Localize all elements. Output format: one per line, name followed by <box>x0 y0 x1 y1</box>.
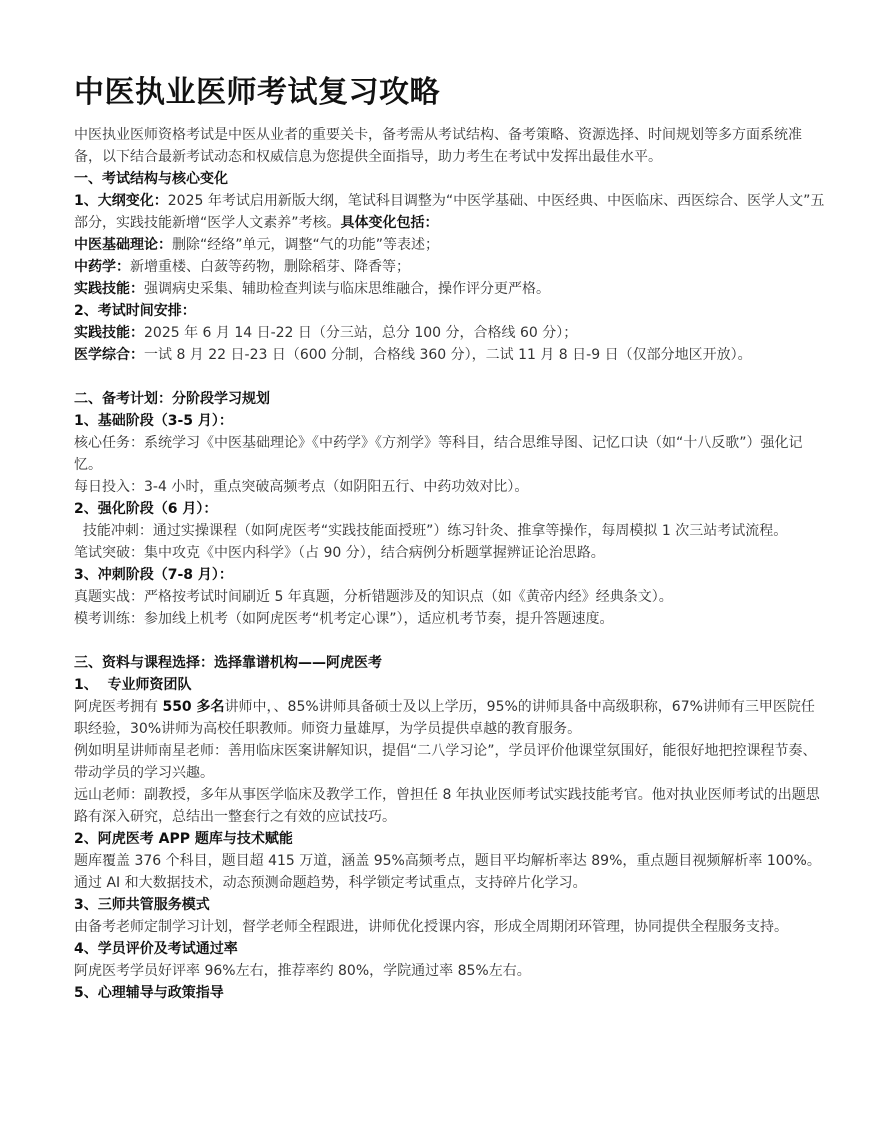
section-2-heading: 二、备考计划：分阶段学习规划 <box>74 391 270 407</box>
page-title: 中医执业医师考试复习攻略 <box>74 75 440 110</box>
stage-3-heading: 3、冲刺阶段（7-8 月）： <box>74 567 233 583</box>
stage-2-heading: 2、强化阶段（6 月）： <box>74 501 218 517</box>
stage-1-heading: 1、基础阶段（3-5 月）： <box>74 413 233 429</box>
psych-guidance-heading: 5、心理辅导与政策指导 <box>74 985 224 1001</box>
change-item-text: 强调病史采集、辅助检查判读与临床思维融合，操作评分更严格。 <box>144 281 550 297</box>
app-question-bank-heading: 2、阿虎医考 APP 题库与技术赋能 <box>74 831 293 847</box>
app-question-bank-paragraph: 题库覆盖 376 个科目，题目超 415 万道，涵盖 95%高频考点，题目平均解析率达 89%，重点题目视频解析率 100%。通过 AI 和大数据技术，动态预测命题趋势，科学锁定考试重点，支持碎片化学习。 <box>74 853 821 891</box>
schedule-item-label: 实践技能： <box>74 325 144 341</box>
service-model-paragraph: 由备考老师定制学习计划，督学老师全程跟进，讲师优化授课内容，形成全周期闭环管理，协同提供全程服务支持。 <box>74 919 788 935</box>
section-spacer <box>74 630 826 652</box>
student-review-heading: 4、学员评价及考试通过率 <box>74 941 238 957</box>
schedule-item <box>74 322 826 344</box>
stage-1-line: 核心任务：系统学习《中医基础理论》《中药学》《方剂学》等科目，结合思维导图、记忆口诀（如“十八反歌”）强化记忆。 <box>74 435 803 473</box>
syllabus-change-paragraph <box>74 190 826 234</box>
stage-2-line: 笔试突破：集中攻克《中医内科学》（占 90 分），结合病例分析题掌握辨证论治思路。 <box>74 545 605 561</box>
change-item <box>74 234 826 256</box>
syllabus-change-text: 2025 年考试启用新版大纲，笔试科目调整为“中医学基础、中医经典、中医临床、西医综合、医学人文”五部分，实践技能新增“医学人文素养”考核。 <box>74 193 825 231</box>
teacher-team-paragraph <box>74 696 826 740</box>
teacher-example-paragraph: 远山老师：副教授，多年从事医学临床及教学工作，曾担任 8 年执业医师考试实践技能考官。他对执业医师考试的出题思路有深入研究，总结出一整套行之有效的应试技巧。 <box>74 787 820 825</box>
change-item-label: 实践技能： <box>74 281 144 297</box>
change-item <box>74 278 826 300</box>
teacher-team-text-start: 阿虎医考拥有 <box>74 699 163 715</box>
section-spacer <box>74 366 826 388</box>
change-item-text: 删除“经络”单元，调整“气的功能”等表述； <box>172 237 440 253</box>
teacher-example-paragraph: 例如明星讲师南星老师：善用临床医案讲解知识，提倡“二八学习论”，学员评价他课堂氛围好，能很好地把控课程节奏、带动学员的学习兴趣。 <box>74 743 817 781</box>
stage-3-line: 真题实战：严格按考试时间刷近 5 年真题，分析错题涉及的知识点（如《黄帝内经》经典条文）。 <box>74 589 673 605</box>
change-item-label: 中医基础理论： <box>74 237 172 253</box>
exam-schedule-heading: 2、考试时间安排： <box>74 303 196 319</box>
stage-1-line: 每日投入：3-4 小时，重点突破高频考点（如阴阳五行、中药功效对比）。 <box>74 479 529 495</box>
service-model-heading: 3、三师共管服务模式 <box>74 897 210 913</box>
student-review-paragraph: 阿虎医考学员好评率 96%左右，推荐率约 80%，学院通过率 85%左右。 <box>74 963 531 979</box>
syllabus-change-label: 1、大纲变化： <box>74 193 168 209</box>
schedule-item-label: 医学综合： <box>74 347 144 363</box>
stage-3-line: 模考训练：参加线上机考（如阿虎医考“机考定心课”），适应机考节奏，提升答题速度。 <box>74 611 614 627</box>
teacher-team-heading: 1、 专业师资团队 <box>74 677 192 693</box>
change-item-label: 中药学： <box>74 259 130 275</box>
change-item-text: 新增重楼、白蔹等药物，删除稻芽、降香等； <box>130 259 410 275</box>
section-1-heading: 一、考试结构与核心变化 <box>74 171 228 187</box>
schedule-item-text: 2025 年 6 月 14 日-22 日（分三站，总分 100 分，合格线 60 分）； <box>144 325 578 341</box>
teacher-count: 550 多名 <box>162 699 225 715</box>
schedule-item-text: 一试 8 月 22 日-23 日（600 分制，合格线 360 分），二试 11 月 8 日-9 日（仅部分地区开放）。 <box>144 347 752 363</box>
schedule-item <box>74 344 826 366</box>
intro-paragraph: 中医执业医师资格考试是中医从业者的重要关卡，备考需从考试结构、备考策略、资源选择、时间规划等多方面系统准备，以下结合最新考试动态和权威信息为您提供全面指导，助力考生在考试中发挥出最佳水平。 <box>74 127 802 165</box>
syllabus-change-tail: 具体变化包括： <box>340 215 439 231</box>
change-item <box>74 256 826 278</box>
stage-2-line: 技能冲刺：通过实操课程（如阿虎医考“实践技能面授班”）练习针灸、推拿等操作，每周模拟 1 次三站考试流程。 <box>74 523 788 539</box>
teacher-team-text-end: 讲师中，、85%讲师具备硕士及以上学历，95%的讲师具备中高级职称，67%讲师有三甲医院任职经验，30%讲师为高校任职教师。师资力量雄厚，为学员提供卓越的教育服务。 <box>74 699 815 737</box>
section-3-heading: 三、资料与课程选择：选择靠谱机构——阿虎医考 <box>74 655 382 671</box>
